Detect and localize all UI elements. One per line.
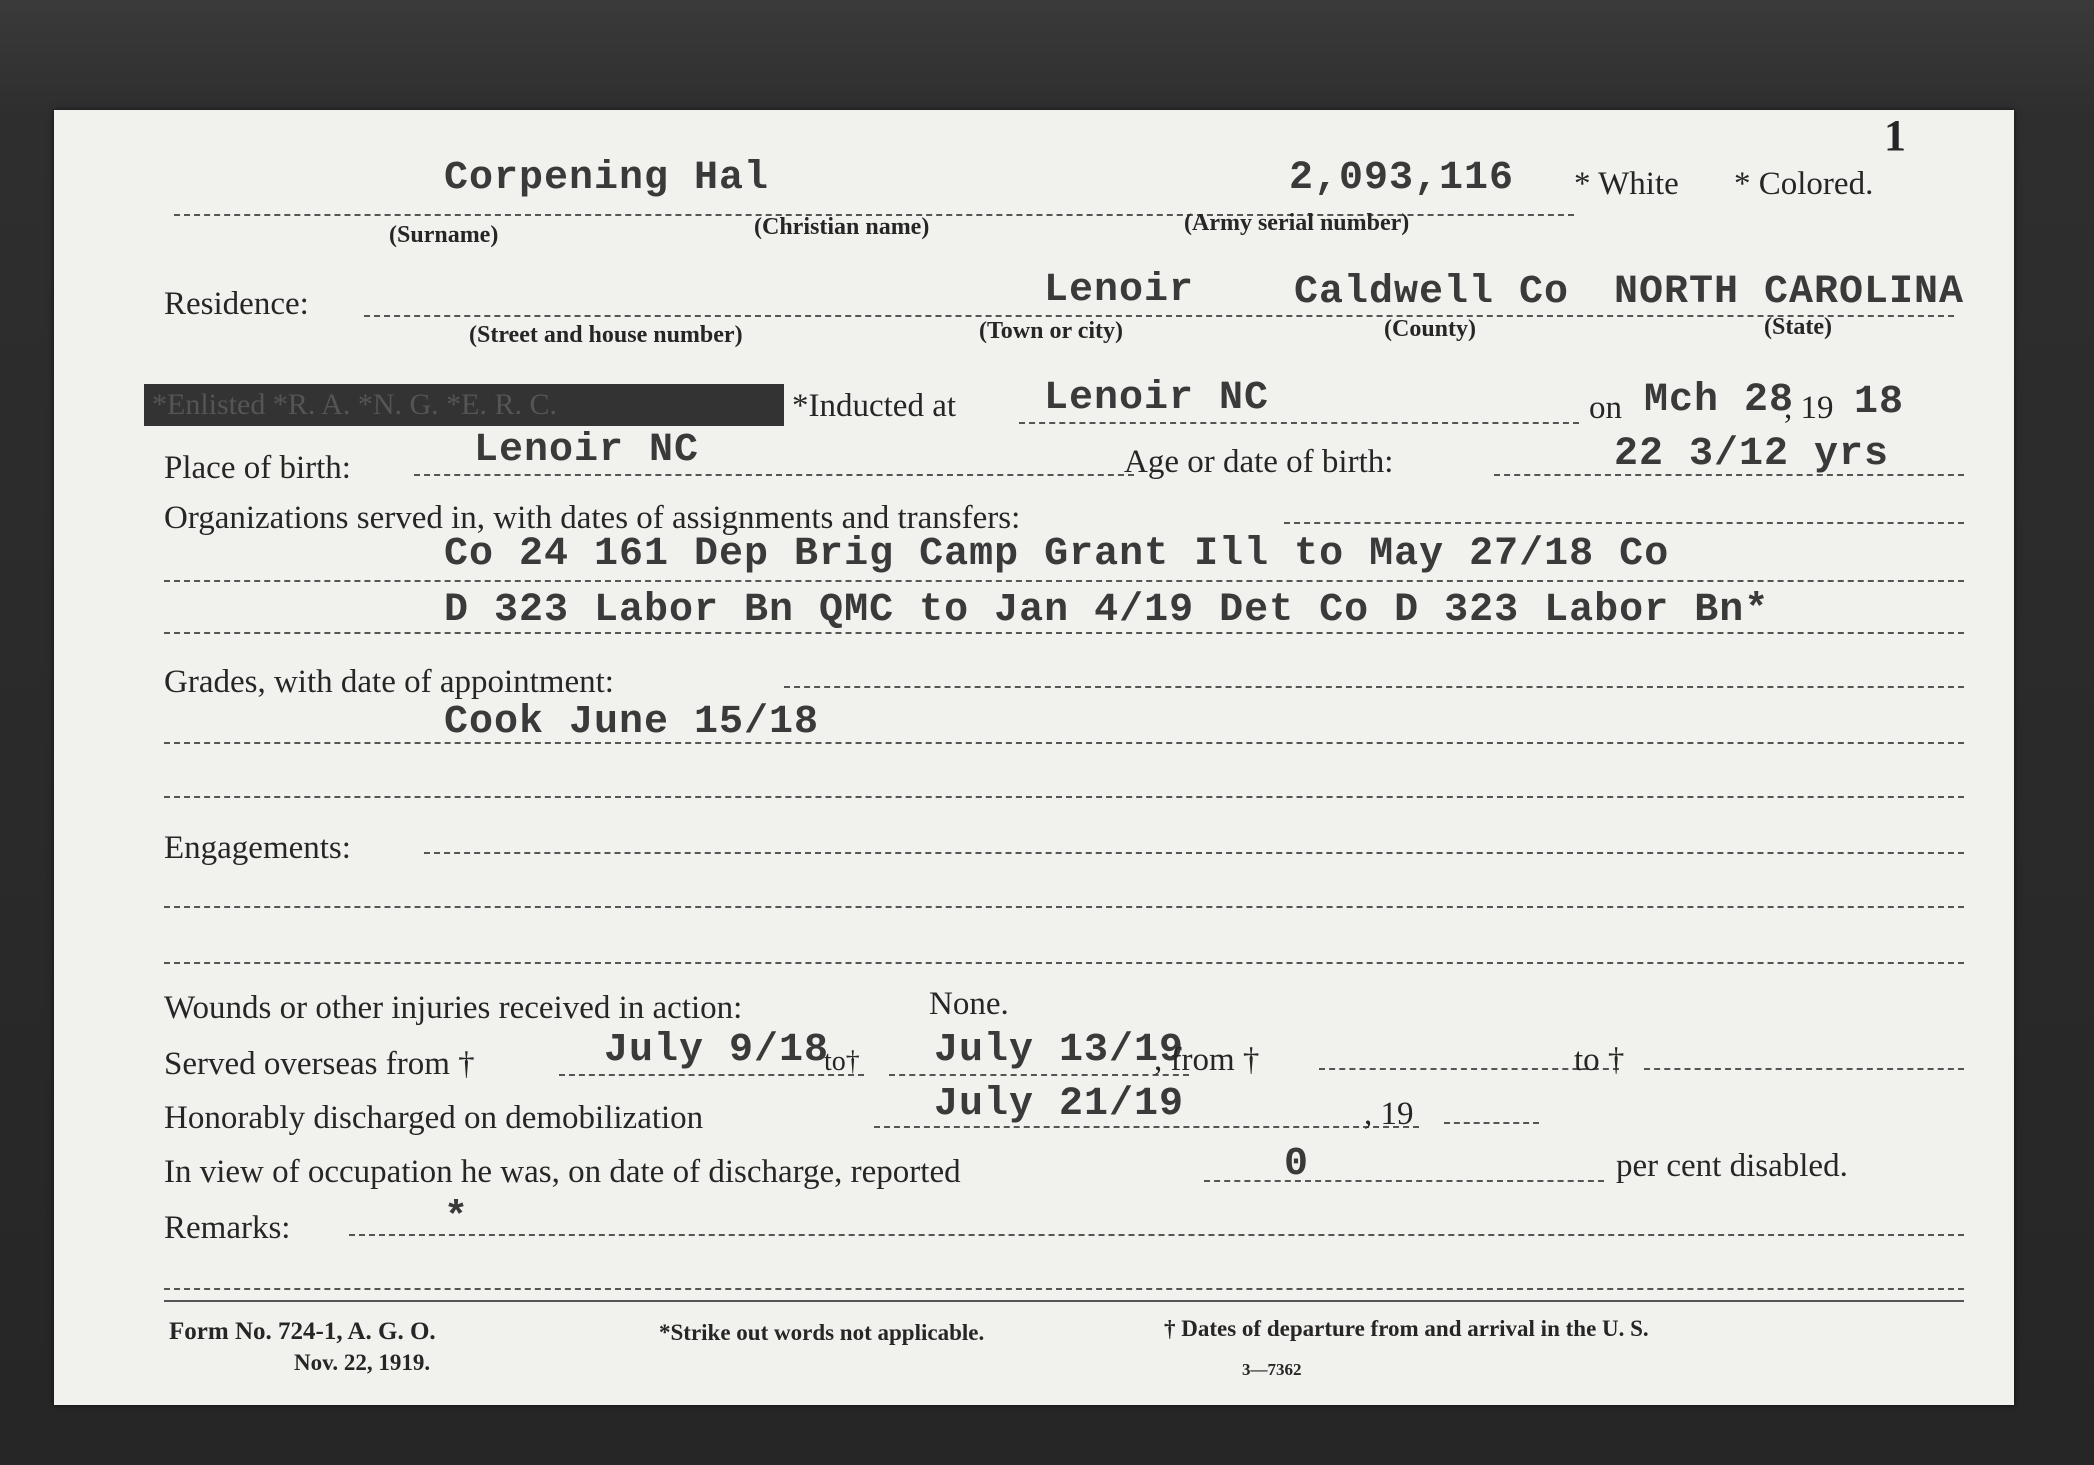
residence-label: Residence: — [164, 286, 309, 322]
discharge-date-typed: July 21/19 — [934, 1082, 1185, 1127]
engagements-label: Engagements: — [164, 830, 351, 866]
inducted-line — [1019, 422, 1579, 424]
white-option: * White — [1574, 166, 1679, 202]
struck-options-text: *Enlisted *R. A. *N. G. *E. R. C. — [152, 388, 558, 421]
inducted-at-typed: Lenoir NC — [1044, 376, 1270, 421]
grades-line-1-text: Cook June 15/18 — [444, 700, 820, 745]
induction-year-prefix: , 19 — [1784, 390, 1834, 426]
remarks-label: Remarks: — [164, 1210, 291, 1246]
birth-place-typed: Lenoir NC — [474, 428, 700, 473]
age-line — [1494, 474, 1964, 476]
organizations-line-1 — [164, 580, 1964, 582]
age-label: Age or date of birth: — [1124, 444, 1394, 480]
disability-value-typed: 0 — [1284, 1142, 1310, 1187]
overseas-to2-label: to † — [1574, 1042, 1625, 1078]
grades-line-1 — [164, 742, 1964, 744]
residence-county-typed: Caldwell Co — [1294, 270, 1570, 315]
overseas-to2-line — [1644, 1068, 1964, 1070]
place-of-birth-label: Place of birth: — [164, 450, 351, 486]
remarks-line-0 — [349, 1234, 1964, 1236]
organizations-line-2-text: D 323 Labor Bn QMC to Jan 4/19 Det Co D 323 Labor Bn* — [444, 588, 1770, 633]
residence-state-typed: NORTH CAROLINA — [1614, 270, 1965, 315]
engagements-line-0 — [424, 852, 1964, 854]
organizations-line-0 — [1284, 522, 1964, 524]
strike-note: *Strike out words not applicable. — [659, 1320, 985, 1345]
on-label: on — [1589, 390, 1622, 426]
county-caption: (County) — [1384, 316, 1477, 342]
overseas-label: Served overseas from † — [164, 1046, 475, 1082]
town-caption: (Town or city) — [979, 318, 1123, 344]
remarks-mark: * — [444, 1196, 470, 1241]
street-caption: (Street and house number) — [469, 322, 743, 348]
grades-line-0 — [784, 686, 1964, 688]
discharge-year-suffix: , 19 — [1364, 1096, 1414, 1132]
card-number: 1 — [1884, 111, 1906, 160]
residence-line — [364, 315, 1954, 317]
disability-suffix: per cent disabled. — [1616, 1148, 1848, 1184]
discharge-line — [874, 1126, 1419, 1128]
grades-line-2 — [164, 796, 1964, 798]
organizations-line-1-text: Co 24 161 Dep Brig Camp Grant Ill to May 27/18 Co — [444, 532, 1670, 577]
disability-line — [1204, 1180, 1604, 1182]
organizations-line-2 — [164, 632, 1964, 634]
overseas-to-typed: July 13/19 — [934, 1028, 1185, 1073]
struck-out-options — [144, 384, 784, 426]
surname-caption: (Surname) — [389, 222, 499, 248]
overseas-from2-label: , from † — [1154, 1042, 1260, 1078]
induction-date-typed: Mch 28 — [1644, 378, 1795, 423]
overseas-to-line — [889, 1074, 1189, 1076]
organizations-label: Organizations served in, with dates of assignments and transfers: — [164, 500, 1021, 536]
disability-label: In view of occupation he was, on date of discharge, reported — [164, 1154, 961, 1190]
state-caption: (State) — [1764, 314, 1832, 340]
colored-option: * Colored. — [1734, 166, 1874, 202]
discharge-year-line — [1444, 1122, 1539, 1124]
wounds-label: Wounds or other injuries received in action: — [164, 990, 743, 1026]
inducted-label: *Inducted at — [792, 388, 957, 424]
surname-typed: Corpening Hal — [444, 156, 770, 201]
birth-place-line — [414, 474, 1134, 476]
dates-note: † Dates of departure from and arrival in the U. S. — [1164, 1316, 1649, 1341]
remarks-line-1 — [164, 1288, 1964, 1290]
overseas-to-label: to† — [824, 1046, 860, 1077]
serial-caption: (Army serial number) — [1184, 210, 1410, 236]
form-number: Form No. 724-1, A. G. O. — [169, 1318, 436, 1345]
engagements-line-2 — [164, 962, 1964, 964]
overseas-from-line — [559, 1074, 864, 1076]
form-date: Nov. 22, 1919. — [294, 1350, 431, 1375]
age-typed: 22 3/12 yrs — [1614, 432, 1890, 477]
grades-label: Grades, with date of appointment: — [164, 664, 614, 700]
discharge-label: Honorably discharged on demobilization — [164, 1100, 704, 1136]
record-card — [54, 110, 2014, 1405]
footer-rule — [164, 1300, 1964, 1302]
residence-town-typed: Lenoir — [1044, 268, 1195, 313]
christian-name-caption: (Christian name) — [754, 214, 930, 240]
engagements-line-1 — [164, 906, 1964, 908]
overseas-from-typed: July 9/18 — [604, 1028, 830, 1073]
wounds-value: None. — [929, 986, 1009, 1022]
print-code: 3—7362 — [1242, 1360, 1302, 1379]
serial-number-typed: 2,093,116 — [1289, 156, 1515, 201]
induction-year-typed: 18 — [1854, 380, 1905, 425]
